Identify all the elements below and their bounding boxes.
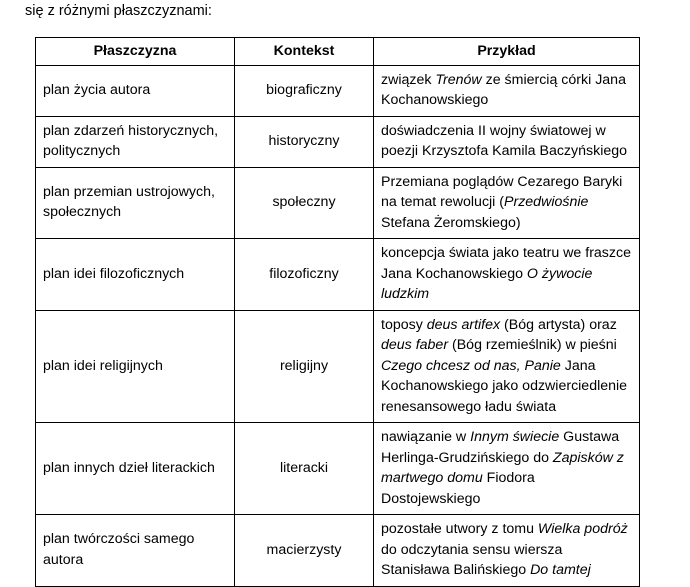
text-run: Stefana Żeromskiego) — [381, 214, 521, 231]
title-italic: Zapisków z martwego domu — [381, 449, 624, 486]
cell-przyklad — [374, 167, 640, 239]
cell-plaszczyzna: plan twórczości samego autora — [36, 515, 235, 587]
text-run: związek — [381, 71, 436, 88]
text-run: Przemiana poglądów Cezarego Baryki na temat rewolucji ( — [381, 173, 623, 210]
table-row — [36, 423, 640, 515]
title-italic: Czego chcesz od nas, Panie — [381, 357, 561, 374]
table-row — [36, 515, 640, 587]
title-italic: Przedwiośnie — [504, 194, 589, 210]
table-row — [36, 310, 640, 423]
text-run: pozostałe utwory z tomu — [381, 521, 538, 537]
column-header-kontekst: Kontekst — [235, 38, 374, 66]
text-run: nawiązanie w — [381, 429, 471, 445]
cell-kontekst: biograficzny — [235, 65, 374, 116]
cell-kontekst: religijny — [235, 310, 374, 423]
table-body — [36, 65, 640, 586]
cell-przyklad — [374, 65, 640, 116]
cell-plaszczyzna: plan życia autora — [36, 65, 235, 116]
text-run: (Bóg artysta) oraz — [500, 316, 617, 333]
cell-przyklad — [374, 239, 640, 311]
cell-kontekst: literacki — [235, 423, 374, 515]
cell-kontekst: filozoficzny — [235, 239, 374, 311]
table-row — [36, 116, 640, 167]
cell-przyklad — [374, 310, 640, 423]
text-run: koncepcja świata jako teatru we fraszce Jana Kochanowskiego — [381, 245, 631, 282]
column-header-plaszczyzna: Płaszczyzna — [36, 38, 235, 66]
text-run: Jana Kochanowskiego jako odzwierciedlenie renesansowego ładu świata — [381, 357, 628, 415]
title-italic: Trenów — [435, 71, 482, 88]
cell-plaszczyzna: plan innych dzieł literackich — [36, 423, 235, 515]
cell-przyklad — [374, 515, 640, 587]
title-italic: Innym świecie — [470, 429, 560, 445]
table-row — [36, 167, 640, 239]
cell-przyklad — [374, 116, 640, 167]
cell-plaszczyzna: plan przemian ustrojowych, społecznych — [36, 167, 235, 239]
column-header-przyklad: Przykład — [374, 38, 640, 66]
cell-plaszczyzna: plan idei filozoficznych — [36, 239, 235, 311]
table-header-row — [36, 38, 640, 66]
table-header — [36, 38, 640, 66]
text-run: (Bóg rzemieślnik) w pieśni — [448, 337, 617, 353]
cell-plaszczyzna: plan idei religijnych — [36, 310, 235, 423]
table-row — [36, 65, 640, 116]
text-run: do odczytania sensu wiersza Stanisława Balińskiego — [381, 541, 563, 578]
cell-przyklad — [374, 423, 640, 515]
cell-plaszczyzna: plan zdarzeń historycznych, politycznych — [36, 116, 235, 167]
text-run: ze śmiercią córki Jana Kochanowskiego — [381, 71, 626, 108]
text-run: Gustawa Herlinga-Grudzińskiego do — [381, 429, 620, 466]
title-italic: Do tamtej — [530, 562, 591, 578]
text-run: toposy — [381, 316, 427, 333]
cell-kontekst: macierzysty — [235, 515, 374, 587]
title-italic: O żywocie ludzkim — [381, 265, 593, 302]
text-run: doświadczenia II wojny światowej w poezji Krzysztofa Kamila Baczyńskiego — [381, 122, 628, 159]
cell-kontekst: społeczny — [235, 167, 374, 239]
title-italic: deus faber — [381, 337, 449, 353]
table-container — [35, 37, 639, 587]
cell-kontekst: historyczny — [235, 116, 374, 167]
title-italic: Wielka podróż — [537, 521, 628, 537]
text-run: Fiodora Dostojewskiego — [381, 470, 535, 507]
table-row — [36, 239, 640, 311]
intro-paragraph: się z różnymi płaszczyznami: — [25, 3, 212, 19]
planes-context-example-table — [35, 37, 640, 587]
title-italic: deus artifex — [426, 316, 501, 333]
